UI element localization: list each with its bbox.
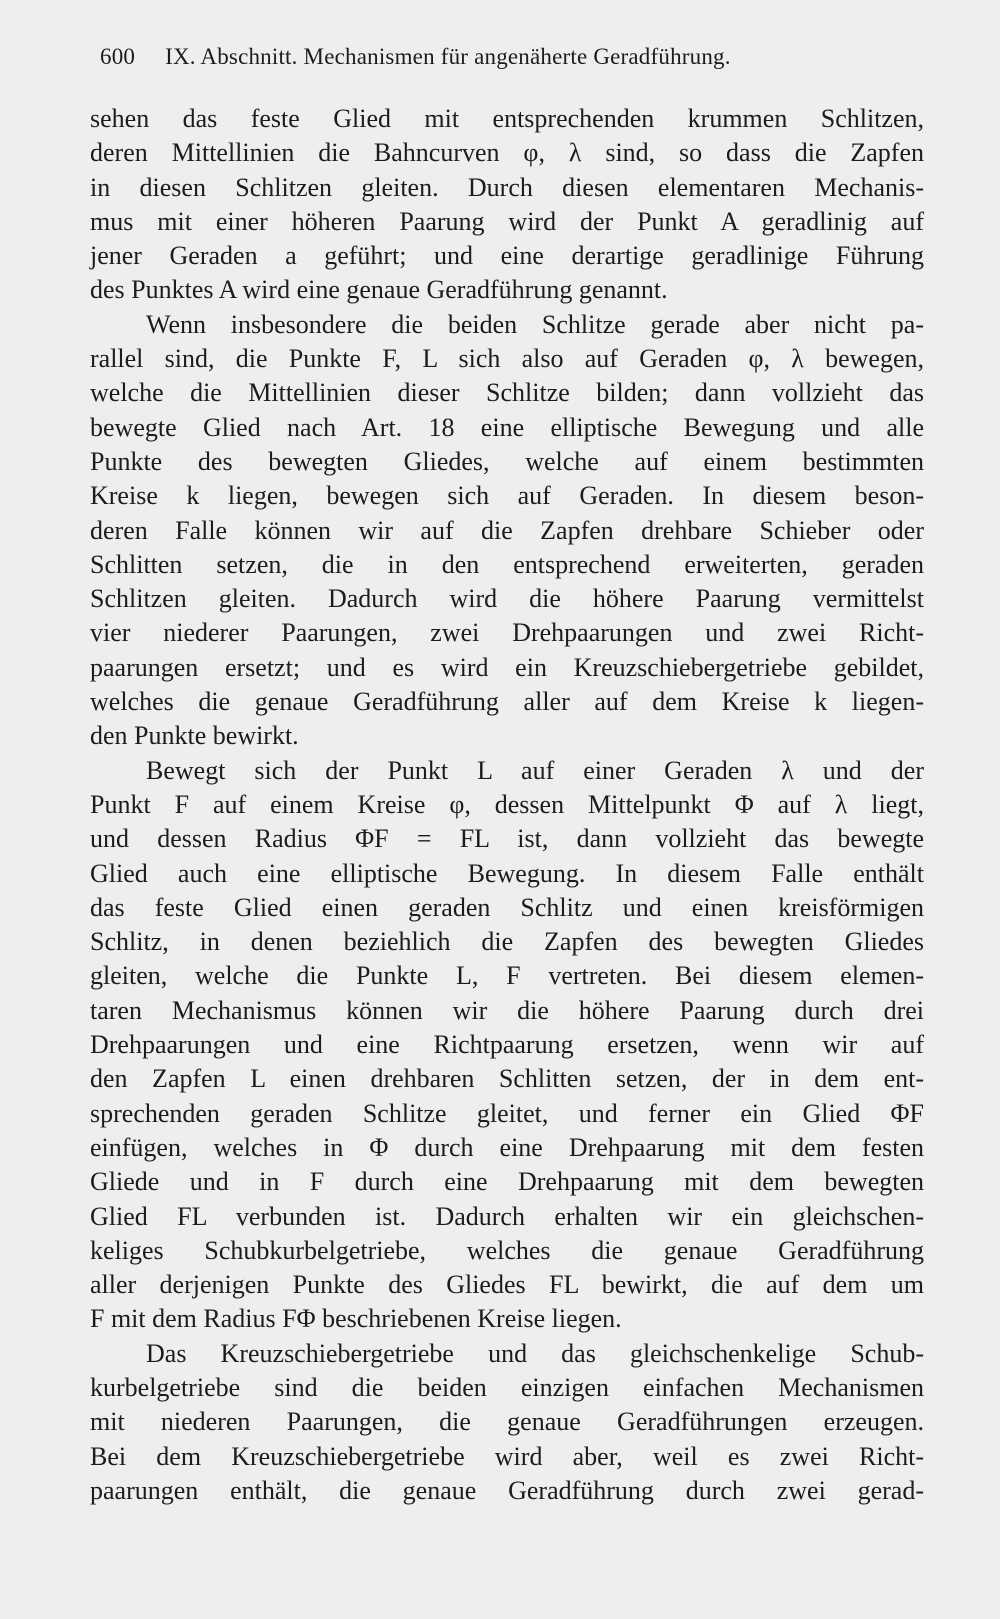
text-line: aller derjenigen Punkte des Gliedes FL bewirkt, die auf dem um (90, 1270, 924, 1300)
text-line: deren Falle können wir auf die Zapfen drehbare Schieber oder (90, 515, 924, 545)
text-line: Bewegt sich der Punkt L auf einer Geraden λ und der (146, 755, 924, 785)
text-line: Schlitzen gleiten. Dadurch wird die höhere Paarung vermittelst (90, 584, 924, 614)
text-line: sprechenden geraden Schlitze gleitet, und ferner ein Glied ΦF (90, 1098, 924, 1128)
text-line: den Zapfen L einen drehbaren Schlitten setzen, der in dem ent- (90, 1064, 924, 1094)
text-line: einfügen, welches in Φ durch eine Drehpaarung mit dem festen (90, 1132, 924, 1162)
text-line: den Punkte bewirkt. (90, 721, 299, 751)
text-line: bewegte Glied nach Art. 18 eine elliptische Bewegung und alle (90, 412, 924, 442)
text-line: Glied FL verbunden ist. Dadurch erhalten wir ein gleichschen- (90, 1201, 924, 1231)
text-line: Schlitz, in denen beziehlich die Zapfen des bewegten Gliedes (90, 927, 924, 957)
text-line: des Punktes A wird eine genaue Geradführung genannt. (90, 275, 668, 305)
text-line: gleiten, welche die Punkte L, F vertreten. Bei diesem elemen- (90, 961, 924, 991)
page-number: 600 (100, 44, 136, 69)
text-line: Glied auch eine elliptische Bewegung. In diesem Falle enthält (90, 858, 924, 888)
paragraph-1 (90, 102, 924, 308)
text-line: jener Geraden a geführt; und eine derartige geradlinige Führung (90, 241, 924, 271)
text-line: rallel sind, die Punkte F, L sich also auf Geraden φ, λ bewegen, (90, 344, 924, 374)
text-line: in diesen Schlitzen gleiten. Durch diesen elementaren Mechanis- (90, 172, 924, 202)
text-line: sehen das feste Glied mit entsprechenden krummen Schlitzen, (90, 104, 924, 133)
text-line: keliges Schubkurbelgetriebe, welches die genaue Geradführung (90, 1235, 924, 1265)
text-line: paarungen ersetzt; und es wird ein Kreuzschiebergetriebe gebildet, (90, 652, 924, 682)
paragraph-2 (90, 308, 924, 754)
text-line: Kreise k liegen, bewegen sich auf Geraden. In diesem beson- (90, 481, 924, 511)
text-line: Punkte des bewegten Gliedes, welche auf einem bestimmten (90, 446, 924, 476)
text-line: mus mit einer höheren Paarung wird der Punkt A geradlinig auf (90, 206, 924, 236)
paragraph-3 (90, 754, 924, 1337)
text-line: vier niederer Paarungen, zwei Drehpaarungen und zwei Richt- (90, 618, 924, 648)
text-line: Drehpaarungen und eine Richtpaarung ersetzen, wenn wir auf (90, 1030, 924, 1060)
text-line: paarungen enthält, die genaue Geradführung durch zwei gerad- (90, 1475, 924, 1505)
text-line: Gliede und in F durch eine Drehpaarung mit dem bewegten (90, 1167, 924, 1197)
text-line: Das Kreuzschiebergetriebe und das gleichschenkelige Schub- (146, 1338, 924, 1368)
text-line: mit niederen Paarungen, die genaue Geradführungen erzeugen. (90, 1407, 924, 1437)
text-line: das feste Glied einen geraden Schlitz und einen kreisförmigen (90, 892, 924, 922)
text-line: taren Mechanismus können wir die höhere Paarung durch drei (90, 995, 924, 1025)
text-line: welches die genaue Geradführung aller auf dem Kreise k liegen- (90, 687, 924, 717)
running-title: IX. Abschnitt. Mechanismen für angenäherte Geradführung. (165, 44, 731, 69)
text-line: F mit dem Radius FΦ beschriebenen Kreise liegen. (90, 1304, 622, 1334)
text-line: Wenn insbesondere die beiden Schlitze gerade aber nicht pa- (146, 309, 924, 339)
text-line: Punkt F auf einem Kreise φ, dessen Mittelpunkt Φ auf λ liegt, (90, 789, 924, 819)
paragraph-4 (90, 1337, 924, 1508)
body-text (90, 102, 924, 1508)
running-header (100, 44, 900, 70)
text-line: deren Mittellinien die Bahncurven φ, λ sind, so dass die Zapfen (90, 138, 924, 168)
text-line: welche die Mittellinien dieser Schlitze bilden; dann vollzieht das (90, 378, 924, 408)
text-line: kurbelgetriebe sind die beiden einzigen einfachen Mechanismen (90, 1372, 924, 1402)
text-line: Schlitten setzen, die in den entsprechend erweiterten, geraden (90, 549, 924, 579)
text-line: und dessen Radius ΦF = FL ist, dann vollzieht das bewegte (90, 824, 924, 854)
text-line: Bei dem Kreuzschiebergetriebe wird aber, weil es zwei Richt- (90, 1441, 924, 1471)
